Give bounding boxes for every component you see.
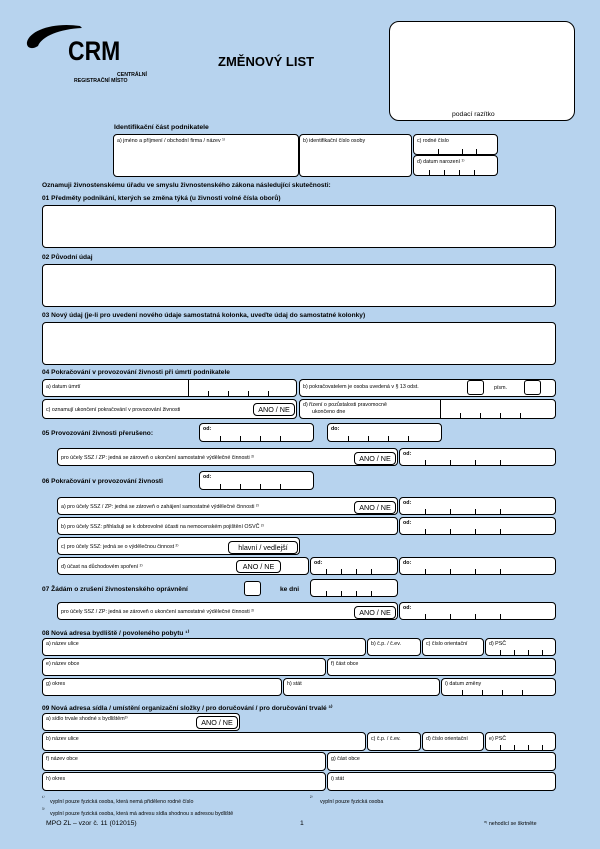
estate-label-1: d) řízení o pozůstalosti pravomocně [303,402,387,408]
s09-city-field[interactable] [42,752,326,771]
s07-ssz-badge[interactable]: ANO / NE [354,606,396,619]
s06-d-od-field[interactable] [310,557,398,575]
s09-same-label: a) sídlo trvale shodné s bydlištěm³⁾ [46,716,128,722]
strike-note: *⁾ nehodící se škrtněte [484,821,537,827]
s01-field[interactable] [42,205,556,248]
s08-date-label: i) datum změny [445,681,482,687]
intro-text: Oznamuji živnostenskému úřadu ve smyslu živnostenského zákona následující skutečnosti: [42,182,331,189]
s05-od2-field[interactable] [399,448,556,466]
s09-part-field[interactable] [327,752,556,771]
ico-field[interactable] [299,134,412,177]
s08-state-field[interactable] [283,678,440,696]
s08-district-label: g) okres [46,681,66,687]
footnote-1-mark: ¹⁾ [42,795,45,800]
s07-ke-dni: ke dni [280,586,300,593]
s08-psc-field[interactable] [485,638,556,656]
s03-field[interactable] [42,322,556,365]
footnote-3-mark: ³⁾ [42,807,45,812]
s09-co-label: d) číslo orientační [426,736,468,742]
s03-heading: 03 Nový údaj (je-li pro uvedení nového údaje samostatná kolonka, uveďte údaj do samostatné kolonky) [42,312,366,319]
s07-od-field[interactable] [399,602,556,620]
estate-field[interactable] [299,399,556,419]
s09-street-field[interactable] [42,732,366,751]
s06-c-label: c) pro účely SSZ: jedná se o výdělečnou činnost ²⁾ [61,544,179,550]
s09-heading: 09 Nová adresa sídla / umístění organizační složky / pro doručování / pro doručování trvalé ³⁾ [42,705,333,712]
s07-ssz-field[interactable] [57,602,398,620]
s08-co-label: c) číslo orientační [426,641,468,647]
s07-od-label: od: [403,605,412,611]
birth-number-field[interactable] [413,134,498,155]
birth-date-field[interactable] [413,155,498,176]
s05-ssz-badge[interactable]: ANO / NE [354,452,396,465]
s06-b-od-field[interactable] [399,517,556,535]
s05-od-label: od: [203,426,212,432]
letter-box[interactable] [524,380,541,395]
s05-od-field[interactable] [199,423,314,442]
s06-a-badge[interactable]: ANO / NE [354,501,396,514]
footnote-1: vyplní pouze fyzická osoba, která nemá přiděleno rodné číslo [50,799,194,805]
s06-d-do-label: do: [403,560,412,566]
birth-date-label: d) datum narození ¹⁾ [417,159,465,165]
s05-do-label: do: [331,426,340,432]
s08-district-field[interactable] [42,678,282,696]
s06-d-do-field[interactable] [399,557,556,575]
s09-city-label: f) název obce [46,756,78,762]
footnote-3: vyplní pouze fyzická osoba, která má adresu sídla shodnou s adresou bydliště [50,811,234,817]
paragraph-box[interactable] [467,380,484,395]
s09-same-badge[interactable]: ANO / NE [196,716,238,729]
end-continuation-label: c) oznamují ukončení pokračování v provozování živnosti [46,407,181,413]
pism-label: písm. [494,385,507,391]
s05-do-field[interactable] [327,423,442,442]
s09-district-label: h) okres [46,776,66,782]
estate-label-2: ukončeno dne [312,409,346,415]
crm-logo-text: CRM [68,36,121,66]
continuator-label: b) pokračovatelem je osoba uvedená v § 13 odst. [303,384,419,390]
s06-a-od-label: od: [403,500,412,506]
s09-psc-field[interactable] [485,732,556,751]
s04-heading: 04 Pokračování v provozování živnosti při úmrtí podnikatele [42,369,230,376]
s06-heading: 06 Pokračování v provozování živnosti [42,478,163,485]
s08-street-label: a) název ulice [46,641,79,647]
footnote-2-mark: ²⁾ [310,795,313,800]
s06-d-label: d) účast na důchodovém spoření ²⁾ [61,564,143,570]
continuator-field[interactable] [299,379,556,397]
stamp-box[interactable] [389,21,575,121]
s08-psc-label: d) PSČ [489,641,507,647]
s08-street-field[interactable] [42,638,366,656]
s08-part-label: f) část obce [331,661,359,667]
s09-state-label: i) stát [331,776,344,782]
name-field[interactable] [113,134,299,177]
s08-city-label: e) název obce [46,661,80,667]
s05-heading: 05 Provozování živnosti přerušeno: [42,430,154,437]
s08-date-field[interactable] [441,678,556,696]
s06-d-badge[interactable]: ANO / NE [236,560,281,573]
s06-a-field[interactable] [57,497,398,515]
s09-district-field[interactable] [42,772,326,791]
s09-cp-label: c) č.p. / č.ev. [371,736,401,742]
footnote-2: vyplní pouze fyzická osoba [320,799,384,805]
s01-heading: 01 Předměty podnikání, kterých se změna týká (u živnosti volné čísla oborů) [42,195,281,202]
s06-od-field[interactable] [199,471,314,490]
s07-date-field[interactable] [310,579,398,597]
stamp-label: podací razítko [452,111,495,118]
s06-od-label: od: [203,474,212,480]
s06-a-od-field[interactable] [399,497,556,515]
s08-heading: 08 Nová adresa bydliště / povoleného pobytu ¹⁾ [42,630,190,637]
s07-ssz-label: pro účely SSZ / ZP: jedná se zároveň o ukončení samostatné výdělečné činnosti ²⁾ [61,609,255,615]
s09-co-field[interactable] [422,732,484,751]
s07-heading: 07 Žádám o zrušení živnostenského oprávnění [42,586,188,593]
form-id: MPO ZL – vzor č. 11 (012015) [46,820,137,827]
s02-heading: 02 Původní údaj [42,254,93,261]
ico-label: b) identifikační číslo osoby [303,138,366,144]
s06-b-label: b) pro účely SSZ: přihlašuji se k dobrovolné účasti na nemocenském pojištění OSVČ ²⁾ [61,524,264,530]
death-date-field[interactable] [42,379,297,397]
page-title: ZMĚNOVÝ LIST [218,54,315,69]
ident-heading: Identifikační část podnikatele [114,124,209,131]
crm-logo-sub2: REGISTRAČNÍ MÍSTO [74,78,128,84]
death-date-label: a) datum úmrtí [46,384,81,390]
name-label: a) jméno a příjmení / obchodní firma / název ¹⁾ [117,138,226,144]
s08-cp-label: b) č.p. / č.ev. [371,641,401,647]
s09-part-label: g) část obce [331,756,360,762]
s09-cp-field[interactable] [367,732,421,751]
s09-psc-label: e) PSČ [489,736,507,742]
page-number: 1 [300,820,304,827]
s06-b-field[interactable] [57,517,398,535]
s09-street-label: b) název ulice [46,736,79,742]
s05-od2-label: od: [403,451,412,457]
s06-b-od-label: od: [403,520,412,526]
s08-part-field[interactable] [327,658,556,676]
s08-state-label: h) stát [287,681,302,687]
s06-d-od-label: od: [314,560,323,566]
s06-c-badge[interactable]: hlavní / vedlejší [228,541,298,554]
birth-number-label: c) rodné číslo [417,138,449,144]
crm-logo-sub1: CENTRÁLNÍ [117,72,147,78]
s06-a-label: a) pro účely SSZ / ZP: jedná se zároveň o zahájení samostatné výdělečné činnosti ²⁾ [61,504,259,510]
s05-ssz-label: pro účely SSZ / ZP: jedná se zároveň o ukončení samostatné výdělečné činnosti ²⁾ [61,455,255,461]
s08-city-field[interactable] [42,658,326,676]
s07-checkbox[interactable] [244,581,261,596]
s09-state-field[interactable] [327,772,556,791]
s08-cp-field[interactable] [367,638,421,656]
s08-co-field[interactable] [422,638,484,656]
end-continuation-badge[interactable]: ANO / NE [253,403,295,416]
s02-field[interactable] [42,264,556,307]
s05-ssz-field[interactable] [57,448,398,466]
